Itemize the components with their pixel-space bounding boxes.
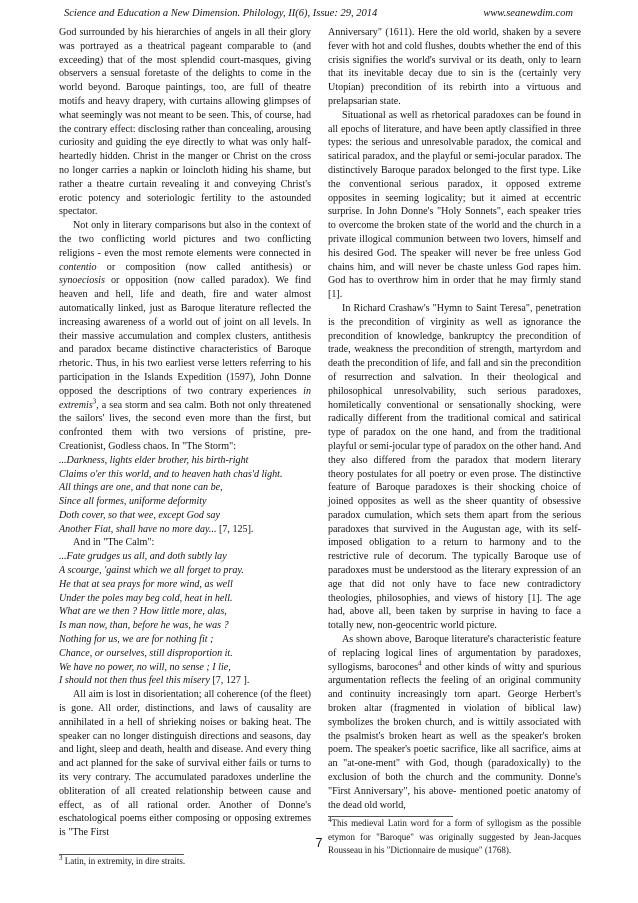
poem-line: He that at sea prays for more wind, as well bbox=[59, 578, 233, 590]
paragraph: As shown above, Baroque literature's characteristic feature of replacing logical lines of argumentation by paradoxes, syllogisms, barocones$^4$ and other kinds of witty and spurious argumentation reflects the feeling of an original community and continuity increasingly torn apart. George Herbert's broken altar (fragmented in violation of biblical law) symbolizes the broken church, and is wittily associated with the psalmist's broken heart as well as the speaker's broken poem. The speaker's poetic sacrifice, like all sacrifice, aims at an "at-one-ment" with God, though (paradoxically) to the exclusion of both the church and the community. Donne's "First Anniversary", his above- mentioned poetic anatomy of the dead old world, bbox=[328, 634, 582, 811]
paragraph: In Richard Crashaw's "Hymn to Saint Teresa", penetration is the precondition of virginity as well as ignorance the precondition of knowledge, bankruptcy the precondition of trade, weakness the precondition of strength, martyrdom and death the precondition of life, and fall and sin the precondition of resurrection and salvation. In their theological and philosophical unresolvability, such serious paradoxes, homiletically conventional or sensationally shocking, were radically different from the traditional comical and satirical type of paradox on the one hand, and from the traditional playful or semi-jocular type of paradox on the other hand. And they also differed from the paradox that modern literary theory postulates for all poetry or even prose. The distinctive feature of Baroque paradoxes is their shocking choice of joined opposites as well as the sheer quantity of obsessive paradox cumulation, which sets them apart from the serious paradoxes that survived in the Augustan age, with its self-imposed obligation to a return to harmony and to the restrictive rule of decorum. The typically Baroque use of paradoxes must be understood as the literary expression of an age that did not only have to face new contradictory theologies, philosophies, and views of history [1]. The age had, above all, been taken by surprise in having to face a totally new, non-geocentric world picture. bbox=[328, 302, 581, 632]
footnote: $^4$This medieval Latin word for a form of syllogism as the possible etymon for "Baroque" was originally suggested by Jean-Jacques Rousseau in his "Dictionnaire de musique" (1768). bbox=[328, 816, 581, 856]
poem-line: Under the poles may beg cold, heat in hell. bbox=[59, 592, 233, 604]
footnote-ref: 4 bbox=[418, 659, 422, 668]
poem-line: Chance, or ourselves, still disproportion it. bbox=[59, 647, 233, 659]
left-column bbox=[59, 26, 311, 868]
running-header bbox=[64, 6, 573, 22]
poem-line: ...Fate grudges us all, and doth subtly lay bbox=[59, 551, 227, 563]
poem-quote-storm bbox=[59, 454, 311, 537]
poem-line: ...Darkness, lights elder brother, his birth-right bbox=[59, 454, 249, 466]
paragraph: All aim is lost in disorientation; all coherence (of the fleet) is gone. All order, distinctions, and laws of causality are annihilated in a hell of shrieking noises or baking heat. The speaker can no longer distinguish directions and seasons, day and light, sleep and death, health and disease. And every thing and act planned for the sake of survival either fails or turns to its very contrary. The accumulated paradoxes underline the obliteration of all created relationship between cause and effect, as of all rational order. Another of Donne's eschatological poems either composing or opposing extremes is "The First bbox=[59, 689, 311, 839]
poem-line: Claims o'er this world, and to heaven hath chas'd light. bbox=[59, 468, 283, 480]
paragraph: Anniversary" (1611). Here the old world, shaken by a severe fever with hot and cold flushes, doubts whether the end of this crisis signifies the world's survival or its death, only to learn that its inevitable decay due to sin is the (certainly very Utopian) precondition of its rebirth into a virtuous and prelapsarian state. bbox=[328, 27, 581, 107]
poem-line: A scourge, 'gainst which we all forget to pray. bbox=[59, 565, 244, 577]
footnote-ref: 3 bbox=[92, 397, 97, 406]
poem-line: All things are one, and that none can be, bbox=[59, 482, 223, 494]
journal-website: www.seanewdim.com bbox=[483, 8, 573, 19]
citation: [7, 125]. bbox=[216, 523, 254, 535]
poem-quote-calm bbox=[59, 550, 311, 688]
poem-line: What are we then ? How little more, alas, bbox=[59, 606, 227, 618]
poem-line: Doth cover, so that wee, except God say bbox=[59, 509, 220, 521]
paragraph: And in "The Calm": bbox=[73, 537, 155, 549]
poem-line: Another Fiat, shall have no more day... [7, 125]. bbox=[59, 523, 254, 535]
paragraph: Situational as well as rhetorical paradoxes can be found in all epochs of literature, and have been aptly classified in three types: the serious and unresolvable paradox, the comical and satirical paradox, and the playful or semi-jocular paradox. The distinctively Baroque paradox belonged to the first type. Like the conventional serious paradox, it opposed extreme opposites in seeming logicality; but it aimed at eccentric surprise. In John Donne's "Holy Sonnets", each speaker tries to overcome the broken state of the world and the church in a private illogical communion between two lovers, himself and his desired God. The speaker will never be free unless God chains him, and will never be chaste unless God rapes him. God has to overthrow him in order that he may firmly stand [1]. bbox=[328, 109, 581, 301]
footnote: $^3$ Latin, in extremity, in dire straits. bbox=[59, 854, 186, 867]
paragraph: Not only in literary comparisons but also in the context of the two conflicting world pictures and two conflicting religions - even the most remote elements were connected in contentio or composition (now called antithesis) or synoeciosis or opposition (now called paradox). We find heaven and hell, life and death, fire and water almost automatically linked, just as Baroque literature reflected the increasing awareness of a world out of joint on all levels. In their massive accumulation and complex clusters, antithesis and paradox became distinctive characteristics of Baroque rhetoric. Thus, in his two earliest verse letters referring to his participation in the Islands Expedition (1597), John Donne opposed the descriptions of two contrary experiences in extremis$^3$, a sea storm and sea calm. Both not only threatened the sailors' lives, the second even more than the first, but confronted them with two versions of pristine, pre-Creationist, Godless chaos. In "The Storm": bbox=[59, 220, 311, 452]
right-column bbox=[328, 26, 581, 858]
poem-line: Is man now, than, before he was, he was ? bbox=[59, 620, 229, 632]
page-number: 7 bbox=[315, 836, 323, 850]
poem-line: Nothing for us, we are for nothing fit ; bbox=[59, 634, 214, 646]
poem-line: I should not then thus feel this misery [7, 127 ]. bbox=[59, 675, 250, 687]
poem-line: Since all formes, uniforme deformity bbox=[59, 496, 207, 508]
citation: [7, 127 ]. bbox=[209, 675, 250, 687]
paragraph: God surrounded by his hierarchies of angels in all their glory was portrayed as a theatrical pageant comparable to (and exceeding) that of the most splendid court-masques, giving observers a sensual foretaste of the delights to come in the world beyond. Baroque paintings, too, are full of theatre motifs and heavy drapery, with curtains allowing glimpses of what seemingly was not meant to be seen. This, of course, had the contrary effect: disclosing rather than concealing, arousing curiosity and guiding the eye directly to what was only half-heartedly hidden. Christ in the manger or Christ on the cross no longer carries a napkin or loincloth hiding his shame, but rather a theatre curtain revealing it and conveying Christ's erotic potency and soteriologic fertility to the astounded spectator. bbox=[59, 27, 311, 218]
poem-line: We have no power, no will, no sense ; I lie, bbox=[59, 661, 231, 673]
journal-title: Science and Education a New Dimension. Philology, II(6), Issue: 29, 2014 bbox=[64, 8, 378, 19]
